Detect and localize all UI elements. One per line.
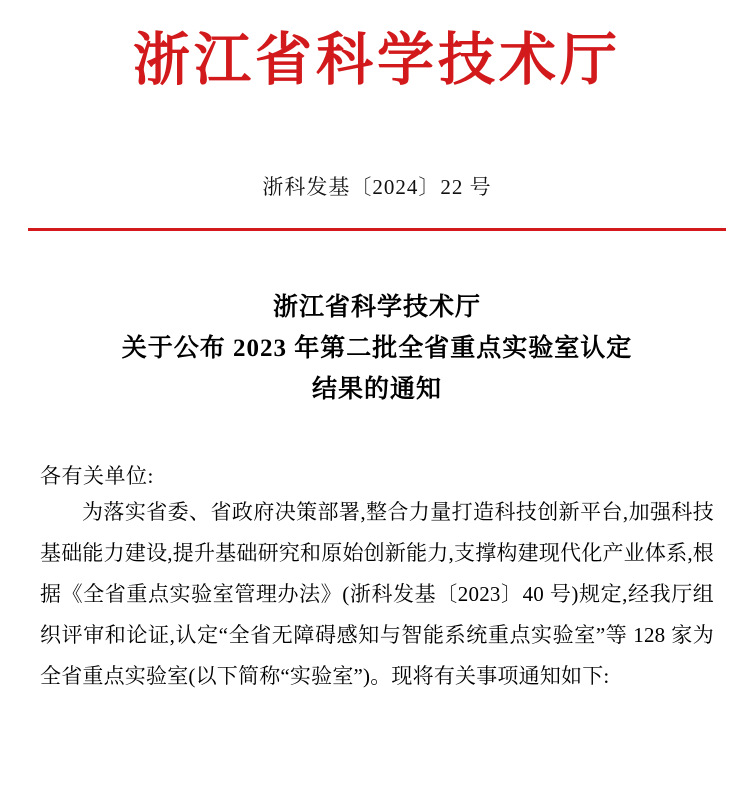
title-line-3: 结果的通知 bbox=[311, 376, 442, 404]
body-text bbox=[0, 492, 754, 697]
letterhead-title: 浙江省科学技术厅 bbox=[133, 29, 621, 92]
salutation: 各有关单位: bbox=[40, 464, 154, 489]
document-title bbox=[0, 287, 754, 411]
document-number: 浙科发基〔2024〕22 号 bbox=[262, 174, 492, 199]
body-paragraph-1: 为落实省委、省政府决策部署,整合力量打造科技创新平台,加强科技基础能力建设,提升基础研究和原始创新能力,支撑构建现代化产业体系,根据《全省重点实验室管理办法》(浙科发基〔2023〕40 号)规定,经我厅组织评审和论证,认定“全省无障碍感知与智能系统重点实验室”等 128 家为全省重点实验室(以下简称“实验室”)。现将有关事项通知如下: bbox=[40, 500, 714, 689]
title-line-1: 浙江省科学技术厅 bbox=[272, 293, 481, 321]
red-divider-rule bbox=[28, 228, 726, 231]
title-line-2: 关于公布 2023 年第二批全省重点实验室认定 bbox=[121, 334, 633, 362]
